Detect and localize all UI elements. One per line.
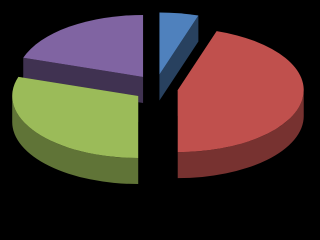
pie-slice-2 <box>178 31 304 178</box>
